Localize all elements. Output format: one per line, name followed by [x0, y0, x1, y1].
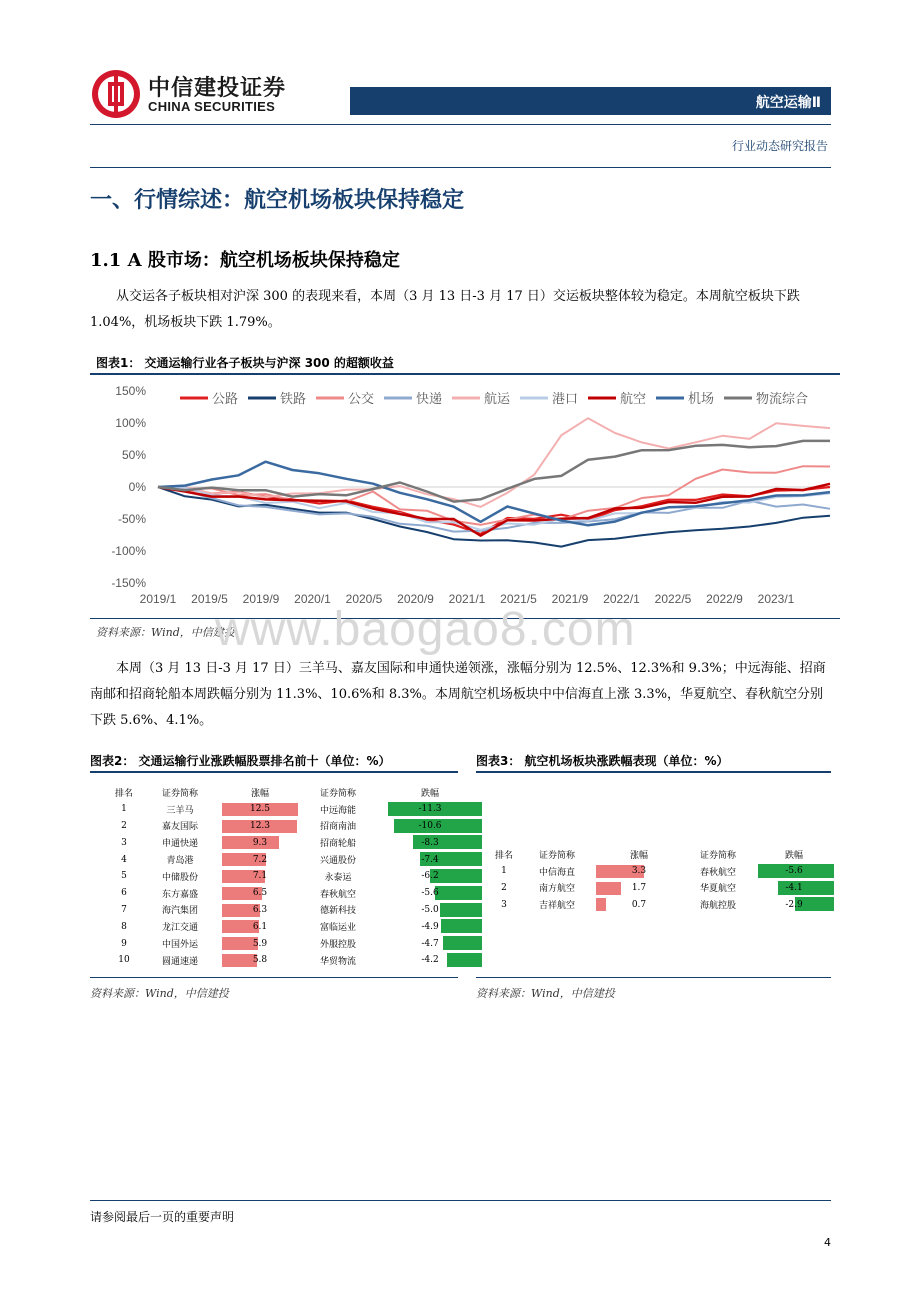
up-stock-name: 中储股份 — [161, 872, 198, 883]
y-tick-label: 150% — [115, 384, 146, 398]
header-rank: 排名 — [114, 788, 133, 799]
table-row — [110, 801, 482, 818]
x-tick-label: 2022/5 — [654, 592, 692, 606]
down-value-cell — [378, 885, 482, 902]
watermark: www.baogao8.com — [215, 603, 636, 656]
logo-chinese-text: 中信建投证券 — [148, 76, 287, 101]
legend-label: 快递 — [416, 392, 443, 407]
rank-cell: 10 — [118, 955, 130, 966]
up-stock-name: 三羊马 — [166, 805, 194, 816]
header-divider — [90, 124, 831, 125]
legend-label: 航空 — [620, 392, 647, 407]
up-value: 5.8 — [252, 955, 268, 966]
figure3-bottom-rule — [476, 977, 831, 978]
up-value: 6.1 — [252, 921, 268, 932]
header-up-name: 证券简称 — [161, 788, 198, 799]
legend-label: 港口 — [552, 392, 579, 407]
down-value-cell — [378, 851, 482, 868]
figure2-title: 图表2： 交通运输行业涨跌幅股票排名前十（单位：%） — [90, 754, 391, 768]
down-value: -5.0 — [421, 904, 439, 915]
up-value-cell — [222, 834, 298, 851]
down-stock-name: 德新科技 — [319, 906, 356, 917]
x-tick-label: 2021/1 — [448, 592, 486, 606]
down-value: -11.3 — [418, 804, 442, 815]
rank-cell: 6 — [121, 888, 127, 899]
down-stock-name: 华贸物流 — [319, 956, 356, 967]
x-tick-label: 2022/1 — [603, 592, 640, 606]
up-stock-name: 中信海直 — [538, 867, 575, 878]
table-row — [110, 902, 482, 919]
x-tick-label: 2021/9 — [551, 592, 589, 606]
y-tick-label: -100% — [111, 544, 146, 558]
down-stock-name: 中远海能 — [319, 805, 356, 816]
report-type: 行业动态研究报告 — [731, 139, 828, 153]
down-bar — [441, 919, 482, 933]
figure1-top-rule — [90, 373, 840, 375]
paragraph-1: 从交运各子板块相对沪深 300 的表现来看，本周（3 月 13 日-3 月 17 日）交运板块整体较为稳定。本周航空板块下跌 1.04%，机场板块下跌 1.79%。 — [90, 289, 800, 330]
down-value: -5.6 — [785, 866, 803, 877]
header-down-value: 跌幅 — [420, 788, 439, 799]
down-value-cell — [378, 952, 482, 969]
rank-cell: 7 — [121, 904, 127, 915]
rank-cell: 9 — [121, 938, 127, 949]
disclaimer-note: 请参阅最后一页的重要声明 — [90, 1210, 235, 1224]
up-value-cell — [222, 818, 298, 835]
up-value: 0.7 — [631, 899, 647, 910]
up-value: 9.3 — [252, 837, 268, 848]
down-stock-name: 外服控股 — [319, 940, 356, 951]
table-row — [490, 863, 834, 880]
x-tick-label: 2020/9 — [397, 592, 434, 606]
legend-label: 机场 — [688, 392, 715, 407]
x-tick-label: 2021/5 — [500, 592, 537, 606]
excess-return-chart — [90, 378, 840, 614]
x-tick-label: 2019/1 — [139, 592, 177, 606]
header-up-name: 证券简称 — [538, 850, 575, 861]
figure2-bottom-rule — [90, 977, 458, 978]
up-bar — [222, 836, 279, 849]
down-value: -6.2 — [421, 871, 439, 882]
down-stock-name: 春秋航空 — [699, 867, 736, 878]
up-value: 12.5 — [249, 804, 271, 815]
down-bar — [440, 903, 482, 917]
up-stock-name: 东方嘉盛 — [161, 889, 198, 900]
y-tick-label: 50% — [121, 448, 146, 462]
header-up-value: 涨幅 — [629, 850, 648, 861]
down-value: -4.7 — [421, 938, 439, 949]
down-value-cell — [378, 868, 482, 885]
figure1-title: 图表1： 交通运输行业各子板块与沪深 300 的超额收益 — [96, 356, 394, 370]
up-stock-name: 龙江交通 — [161, 923, 198, 934]
up-value: 6.3 — [252, 904, 268, 915]
table-row — [110, 851, 482, 868]
header-down-name: 证券简称 — [699, 850, 736, 861]
rank-cell: 2 — [501, 882, 507, 893]
rank-cell: 3 — [501, 899, 507, 910]
figure1-source: 资料来源：Wind，中信建投 — [96, 626, 235, 639]
rank-cell: 4 — [121, 854, 127, 865]
sector-label: 航空运输Ⅱ — [755, 95, 821, 111]
header-down-name: 证券简称 — [319, 788, 356, 799]
logo-english-text: CHINA SECURITIES — [148, 99, 276, 114]
page-number: 4 — [824, 1236, 831, 1249]
up-value-cell — [222, 851, 298, 868]
table-row — [490, 896, 834, 913]
up-value-cell — [596, 896, 682, 913]
down-value-cell — [378, 834, 482, 851]
up-value: 6.5 — [252, 888, 268, 899]
rank-cell: 1 — [501, 866, 507, 877]
report-divider — [90, 167, 831, 168]
down-value-cell — [378, 801, 482, 818]
up-value: 7.1 — [252, 871, 268, 882]
legend-label: 航运 — [484, 392, 511, 407]
y-tick-label: 100% — [115, 416, 146, 430]
figure3-rank-table — [490, 846, 834, 913]
down-value: -8.3 — [421, 837, 439, 848]
down-value: -4.2 — [421, 955, 439, 966]
up-value-cell — [222, 918, 298, 935]
company-logo — [90, 66, 290, 122]
up-value-cell — [222, 885, 298, 902]
down-value-cell — [378, 902, 482, 919]
down-value-cell — [754, 880, 834, 897]
figure3-title: 图表3： 航空机场板块涨跌幅表现（单位：%） — [476, 754, 729, 768]
down-value-cell — [378, 935, 482, 952]
sector-banner — [350, 87, 831, 115]
legend-label: 公路 — [212, 392, 239, 407]
up-value-cell — [222, 952, 298, 969]
down-value: -4.1 — [785, 882, 803, 893]
rank-cell: 8 — [121, 921, 127, 932]
up-bar — [596, 882, 621, 895]
rank-cell: 5 — [121, 871, 127, 882]
down-value: -7.4 — [421, 854, 439, 865]
table-row — [110, 868, 482, 885]
down-stock-name: 华夏航空 — [699, 884, 736, 895]
header-rank: 排名 — [494, 850, 513, 861]
up-value-cell — [222, 801, 298, 818]
down-stock-name: 招商南油 — [319, 822, 356, 833]
up-stock-name: 青岛港 — [166, 856, 194, 867]
citic-logo-icon — [90, 68, 142, 120]
paragraph-2: 本周（3 月 13 日-3 月 17 日）三羊马、嘉友国际和申通快递领涨，涨幅分别为 12.5%、12.3%和 9.3%；中远海能、招商南邮和招商轮船本周跌幅分别为 11.3%、10.6%和 8.3%。本周航空机场板块中中信海直上涨 3.3%，华夏航空、春秋航空分别下跌 5.6%、4.1%。 — [90, 661, 826, 728]
up-bar — [596, 898, 606, 911]
up-value: 3.3 — [631, 866, 647, 877]
down-stock-name: 兴通股份 — [319, 856, 356, 867]
legend-label: 物流综合 — [756, 392, 809, 407]
up-value-cell — [222, 868, 298, 885]
y-tick-label: -150% — [111, 576, 146, 590]
up-value: 1.7 — [631, 882, 647, 893]
x-tick-label: 2020/5 — [345, 592, 383, 606]
down-stock-name: 招商轮船 — [319, 839, 356, 850]
figure2-source: 资料来源：Wind，中信建投 — [90, 987, 229, 1000]
table-header-row — [490, 846, 834, 863]
down-value-cell — [378, 918, 482, 935]
table-row — [110, 935, 482, 952]
down-value-cell — [754, 896, 834, 913]
x-tick-label: 2022/9 — [706, 592, 743, 606]
up-stock-name: 海汽集团 — [161, 906, 198, 917]
down-value-cell — [378, 818, 482, 835]
table-row — [490, 880, 834, 897]
table-row — [110, 952, 482, 969]
up-value: 5.9 — [252, 938, 268, 949]
up-stock-name: 圆通速递 — [161, 956, 198, 967]
y-tick-label: -50% — [117, 512, 146, 526]
table-row — [110, 834, 482, 851]
footer-divider — [90, 1200, 831, 1201]
legend-label: 铁路 — [280, 392, 307, 407]
down-value: -4.9 — [421, 921, 439, 932]
table-header-row — [110, 784, 482, 801]
down-stock-name: 海航控股 — [699, 901, 736, 912]
figure2-rank-table — [110, 784, 482, 969]
down-value: -2.9 — [785, 899, 803, 910]
up-bar — [222, 954, 257, 967]
down-stock-name: 春秋航空 — [319, 889, 356, 900]
up-value: 7.2 — [252, 854, 268, 865]
up-stock-name: 中国外运 — [161, 940, 198, 951]
table-row — [110, 818, 482, 835]
down-bar — [435, 886, 482, 900]
rank-cell: 3 — [121, 837, 127, 848]
table-row — [110, 885, 482, 902]
down-value-cell — [754, 863, 834, 880]
figure3-top-rule — [476, 771, 831, 773]
down-value: -10.6 — [418, 820, 442, 831]
section-heading: 一、行情综述：航空机场板块保持稳定 — [90, 188, 465, 213]
x-tick-label: 2023/1 — [757, 592, 795, 606]
down-bar — [443, 936, 482, 950]
up-value-cell — [222, 935, 298, 952]
x-tick-label: 2020/1 — [294, 592, 331, 606]
figure3-source: 资料来源：Wind，中信建投 — [476, 987, 615, 1000]
x-tick-label: 2019/9 — [242, 592, 280, 606]
up-value-cell — [222, 902, 298, 919]
up-stock-name: 嘉友国际 — [161, 822, 198, 833]
rank-cell: 2 — [121, 820, 127, 831]
x-tick-label: 2019/5 — [191, 592, 228, 606]
down-bar — [447, 953, 482, 967]
legend-label: 公交 — [348, 392, 375, 407]
figure2-top-rule — [90, 771, 458, 773]
y-tick-label: 0% — [128, 480, 146, 494]
header-down-value: 跌幅 — [784, 850, 803, 861]
table-row — [110, 918, 482, 935]
down-stock-name: 永泰运 — [324, 872, 352, 883]
down-value: -5.6 — [421, 888, 439, 899]
up-stock-name: 吉祥航空 — [538, 901, 575, 912]
down-stock-name: 富临运业 — [319, 923, 356, 934]
up-value-cell — [596, 880, 682, 897]
up-stock-name: 南方航空 — [538, 884, 575, 895]
up-value: 12.3 — [249, 820, 271, 831]
header-up-value: 涨幅 — [250, 788, 269, 799]
up-stock-name: 申通快递 — [161, 839, 198, 850]
rank-cell: 1 — [121, 804, 127, 815]
subsection-heading: 1.1 A 股市场：航空机场板块保持稳定 — [90, 250, 400, 271]
up-value-cell — [596, 863, 682, 880]
